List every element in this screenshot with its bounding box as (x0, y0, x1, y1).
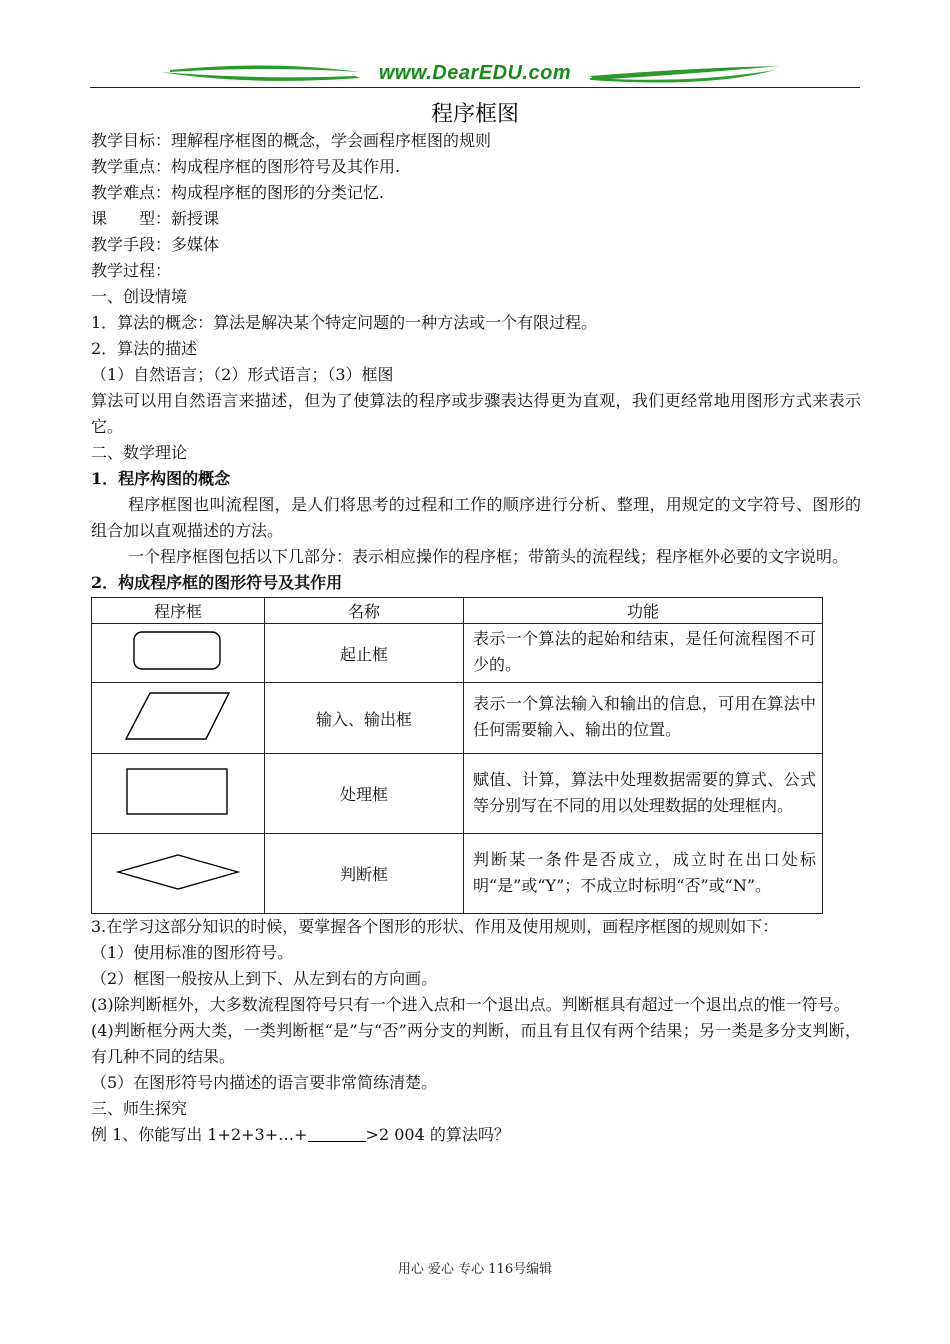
paragraph: 一个程序框图包括以下几部分：表示相应操作的程序框；带箭头的流程线；程序框外必要的文字说明。 (128, 547, 849, 566)
shape-cell (92, 754, 265, 834)
function-cell: 表示一个算法输入和输出的信息，可用在算法中任何需要输入、输出的位置。 (464, 683, 823, 754)
example-line (91, 1122, 861, 1148)
rule-item: (3)除判断框外，大多数流程图符号只有一个进入点和一个退出点。判断框具有超过一个退出点的惟一符号。 (91, 995, 850, 1014)
page-title: 程序框图 (430, 102, 519, 127)
shape-cell (92, 624, 265, 683)
paragraph: 3.在学习这部分知识的时候，要掌握各个图形的形状、作用及使用规则，画程序框图的规则如下： (91, 917, 779, 936)
site-header-banner (90, 58, 860, 90)
rectangle-icon (125, 767, 231, 817)
function-cell: 表示一个算法的起始和结束，是任何流程图不可少的。 (464, 624, 823, 683)
shape-cell (92, 683, 265, 754)
text-line: （1）自然语言；（2）形式语言；（3）框图 (91, 365, 394, 384)
page-footer: 用心 爱心 专心 116号编辑 (397, 1262, 553, 1277)
document-body (91, 128, 861, 1148)
table-row (92, 754, 823, 834)
rule-item: （1）使用标准的图形符号。 (91, 943, 294, 962)
table-row (92, 834, 823, 914)
text-line: 教学难点：构成程序框的图形的分类记忆. (91, 183, 385, 202)
rounded-rect-icon (132, 630, 224, 672)
subsection-heading: 2．构成程序框的图形符号及其作用 (91, 573, 343, 592)
table-row (92, 683, 823, 754)
column-header: 程序框 (92, 598, 265, 624)
example-prefix: 例 1、你能写出 1+2+3+…+ (91, 1125, 308, 1144)
site-logo-text[interactable]: www.DearEDU.com (378, 62, 572, 84)
rule-item: （5）在图形符号内描述的语言要非常简练清楚。 (91, 1073, 438, 1092)
text-line: 课 型：新授课 (91, 209, 220, 228)
column-header: 名称 (265, 598, 464, 624)
shape-cell (92, 834, 265, 914)
text-line: 2．算法的描述 (91, 339, 198, 358)
subsection-heading: 1．程序构图的概念 (91, 469, 231, 488)
column-header: 功能 (464, 598, 823, 624)
table-row (92, 624, 823, 683)
section-heading: 二、数学理论 (91, 443, 188, 462)
name-cell: 起止框 (265, 624, 464, 683)
rule-item: (4)判断框分两大类，一类判断框“是”与“否”两分支的判断，而且有且仅有两个结果；另一类是多分支判断，有几种不同的结果。 (91, 1021, 861, 1066)
symbol-table (91, 597, 823, 914)
name-cell: 判断框 (265, 834, 464, 914)
example-suffix: >2 004 的算法吗？ (365, 1125, 510, 1144)
name-cell: 输入、输出框 (265, 683, 464, 754)
function-cell: 判断某一条件是否成立，成立时在出口处标明“是”或“Y”；不成立时标明“否”或“N”。 (464, 834, 823, 914)
text-line: 教学目标：理解程序框图的概念，学会画程序框图的规则 (91, 131, 492, 150)
section-heading: 三、师生探究 (91, 1099, 188, 1118)
paragraph: 程序框图也叫流程图，是人们将思考的过程和工作的顺序进行分析、整理，用规定的文字符号、图形的组合加以直观描述的方法。 (91, 495, 861, 540)
parallelogram-icon (123, 690, 233, 742)
text-line: 教学手段：多媒体 (91, 235, 220, 254)
table-header-row (92, 598, 823, 624)
diamond-icon (116, 853, 240, 891)
text-line: 教学过程： (91, 261, 172, 280)
function-cell: 赋值、计算，算法中处理数据需要的算式、公式等分别写在不同的用以处理数据的处理框内。 (464, 754, 823, 834)
section-heading: 一、创设情境 (91, 287, 188, 306)
name-cell: 处理框 (265, 754, 464, 834)
header-rule (90, 87, 860, 88)
answer-blank (308, 1125, 366, 1142)
text-line: 1．算法的概念：算法是解决某个特定问题的一种方法或一个有限过程。 (91, 313, 598, 332)
text-line: 教学重点：构成程序框的图形符号及其作用. (91, 157, 401, 176)
rule-item: （2）框图一般按从上到下、从左到右的方向画。 (91, 969, 438, 988)
paragraph: 算法可以用自然语言来描述，但为了使算法的程序或步骤表达得更为直观，我们更经常地用图形方式来表示它。 (91, 391, 861, 436)
